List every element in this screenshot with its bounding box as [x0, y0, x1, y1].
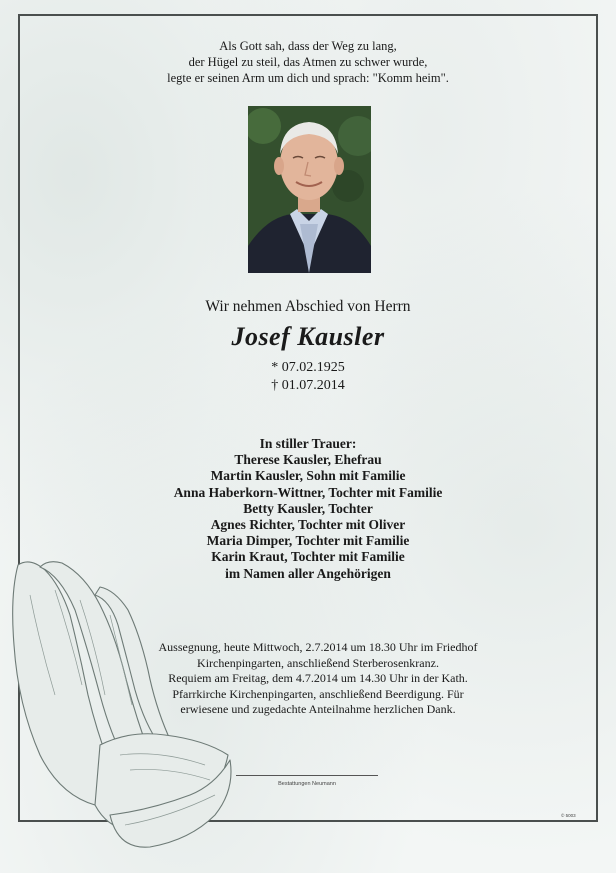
copyright-mark: © 5003	[561, 813, 576, 818]
mourner-line: Maria Dimper, Tochter mit Familie	[206, 533, 410, 549]
notice-line: erwiesene und zugedachte Anteilnahme herzlichen Dank.	[180, 702, 456, 716]
death-date: † 01.07.2014	[271, 378, 345, 393]
verse	[0, 38, 616, 86]
mourner-line: Therese Kausler, Ehefrau	[234, 452, 382, 468]
notice-line: Pfarrkirche Kirchenpingarten, anschließend Beerdigung. Für	[172, 686, 464, 701]
mourner-line: Karin Kraut, Tochter mit Familie	[211, 549, 405, 565]
verse-line: legte er seinen Arm um dich und sprach: "Komm heim".	[167, 71, 449, 85]
verse-line: der Hügel zu steil, das Atmen zu schwer wurde,	[188, 55, 428, 69]
birth-date: * 07.02.1925	[271, 360, 345, 375]
mourner-line: Anna Haberkorn-Wittner, Tochter mit Familie	[173, 484, 443, 500]
praying-hands-illustration	[0, 555, 235, 855]
notice-line: Aussegnung, heute Mittwoch, 2.7.2014 um 18.30 Uhr im Friedhof	[158, 640, 478, 654]
mourner-line: Agnes Richter, Tochter mit Oliver	[210, 517, 406, 533]
farewell-intro: Wir nehmen Abschied von Herrn	[205, 298, 411, 315]
signature-line	[236, 775, 378, 776]
verse-line: Als Gott sah, dass der Weg zu lang,	[219, 39, 397, 53]
mourner-line: Martin Kausler, Sohn mit Familie	[210, 468, 406, 484]
portrait-photo	[248, 106, 371, 273]
mourner-line: im Namen aller Angehörigen	[225, 565, 391, 581]
deceased-name: Josef Kausler	[231, 322, 385, 351]
mourners-heading: In stiller Trauer:	[259, 436, 357, 451]
mourner-line: Betty Kausler, Tochter	[243, 500, 373, 516]
notice-line: Kirchenpingarten, anschließend Sterberosenkranz.	[197, 655, 439, 670]
funeral-home-signature: Bestattungen Neumann	[278, 781, 336, 787]
notice-line: Requiem am Freitag, dem 4.7.2014 um 14.30 Uhr in der Kath.	[168, 671, 468, 685]
portrait-photo-illustration	[248, 106, 371, 273]
